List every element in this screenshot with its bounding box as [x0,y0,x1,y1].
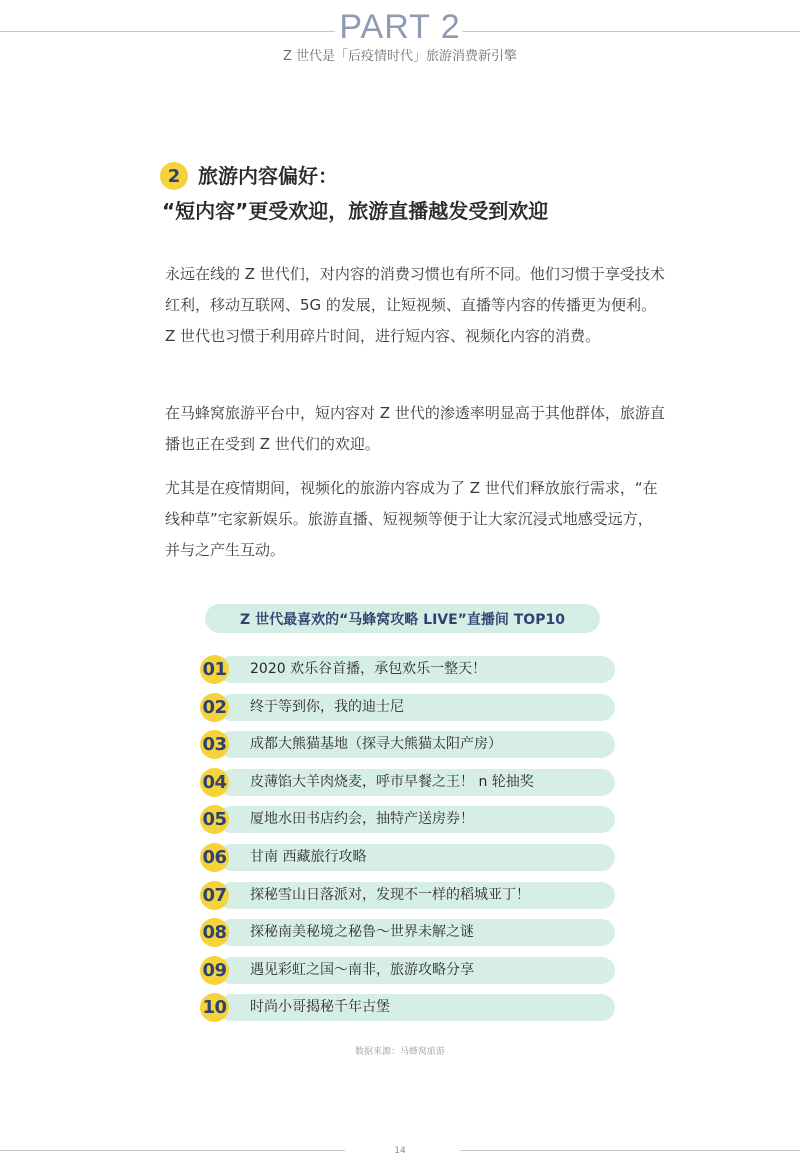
rank-number-badge: 07 [200,881,229,910]
ranking-item-label: 探秘雪山日落派对，发现不一样的稻城亚丁！ [250,886,530,903]
ranking-item-label: 终于等到你，我的迪士尼 [250,698,404,715]
section-title-line2: “短内容”更受欢迎，旅游直播越发受到欢迎 [162,199,549,223]
ranking-item [200,694,615,721]
ranking-item-label: 成都大熊猫基地（探寻大熊猫太阳产房） [250,736,502,753]
ranking-item-label: 时尚小哥揭秘千年古堡 [250,999,390,1016]
rank-number-badge: 04 [200,768,229,797]
ranking-item [200,994,615,1021]
section-number-badge: 2 [160,162,188,190]
page-number: 14 [394,1146,406,1156]
ranking-item-label: 甘南 西藏旅行攻略 [250,848,367,865]
rank-number-badge: 03 [200,730,229,759]
ranking-item [200,844,615,871]
ranking-item-label: 厦地水田书店约会，抽特产送房券！ [250,811,474,828]
ranking-item-label: 2020 欢乐谷首播，承包欢乐一整天！ [250,661,487,677]
ranking-title-pill: Z 世代最喜欢的“马蜂窝攻略 LIVE”直播间 TOP10 [205,604,600,633]
ranking-item [200,806,615,833]
ranking-item [200,882,615,909]
body-paragraph: 永远在线的 Z 世代们，对内容的消费习惯也有所不同。他们习惯于享受技术红利，移动互联网、5G 的发展，让短视频、直播等内容的传播更为便利。Z 世代也习惯于利用碎片时间，进行短内容、视频化内容的消费。 [165,265,665,345]
chapter-subtitle: Z 世代是「后疫情时代」旅游消费新引擎 [282,49,518,64]
rank-number-badge: 05 [200,805,229,834]
body-paragraph: 尤其是在疫情期间，视频化的旅游内容成为了 Z 世代们释放旅行需求，“在线种草”宅家新娱乐。旅游直播、短视频等便于让大家沉浸式地感受远方，并与之产生互动。 [165,479,658,559]
ranking-item [200,731,615,758]
part-title: PART 2 [339,8,461,46]
ranking-item [200,919,615,946]
section-title-line1: 旅游内容偏好： [198,164,338,188]
ranking-item-label: 遇见彩虹之国～南非，旅游攻略分享 [250,961,474,978]
ranking-item [200,769,615,796]
ranking-item-label: 探秘南美秘境之秘鲁～世界未解之谜 [250,924,474,941]
rank-number-badge: 08 [200,918,229,947]
ranking-item-label: 皮薄馅大羊肉烧麦，呼市早餐之王！ n 轮抽奖 [250,773,534,790]
rank-number-badge: 01 [200,655,229,684]
rank-number-badge: 06 [200,843,229,872]
ranking-item [200,656,615,683]
ranking-item [200,957,615,984]
rank-number-badge: 02 [200,693,229,722]
body-paragraph: 在马蜂窝旅游平台中，短内容对 Z 世代的渗透率明显高于其他群体，旅游直播也正在受到 Z 世代们的欢迎。 [165,404,665,453]
rank-number-badge: 09 [200,956,229,985]
data-source-note: 数据来源：马蜂窝旅游 [354,1047,445,1057]
ranking-list [200,656,615,1032]
rank-number-badge: 10 [200,993,229,1022]
